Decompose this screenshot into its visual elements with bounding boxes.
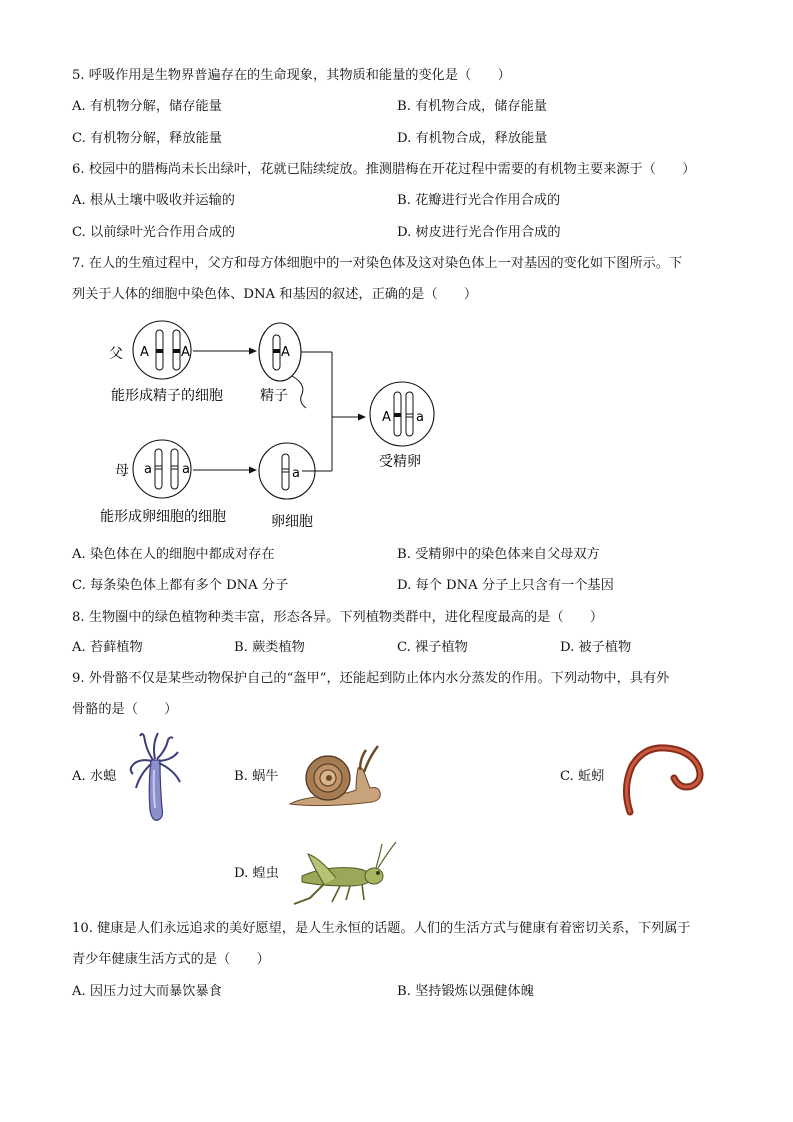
zygote-label: 受精卵 [379, 454, 421, 470]
father-gene-left: A [140, 345, 149, 360]
q8-option-a: A. 苔藓植物 [72, 640, 143, 655]
q6-option-a: A. 根从土壤中吸收并运输的 [72, 193, 235, 208]
q7-option-c: C. 每条染色体上都有多个 DNA 分子 [72, 578, 289, 593]
q7-stem-line2: 列关于人体的细胞中染色体、DNA 和基因的叙述，正确的是（ ） [72, 287, 478, 302]
q8-option-d: D. 被子植物 [560, 640, 632, 655]
earthworm-image [618, 740, 708, 816]
q8-option-c: C. 裸子植物 [397, 640, 468, 655]
q6-stem: 6. 校园中的腊梅尚未长出绿叶，花就已陆续绽放。推测腊梅在开花过程中需要的有机物主要来源于（ ） [72, 162, 696, 177]
zygote-gene-right: a [416, 410, 424, 425]
q6-option-b: B. 花瓣进行光合作用合成的 [397, 193, 561, 208]
q8-stem: 8. 生物圈中的绿色植物种类丰富，形态各异。下列植物类群中，进化程度最高的是（ ） [72, 610, 604, 625]
q5-option-c: C. 有机物分解，释放能量 [72, 131, 222, 146]
q5-option-d: D. 有机物合成，释放能量 [397, 131, 548, 146]
q10-option-a: A. 因压力过大而暴饮暴食 [72, 984, 222, 999]
q10-option-b: B. 坚持锻炼以强健体魄 [397, 984, 534, 999]
egg-gene: a [292, 466, 300, 481]
sperm-tail [292, 376, 306, 408]
egg-label: 卵细胞 [271, 514, 313, 530]
hydra-image [126, 730, 186, 826]
chromosome-diagram [100, 318, 460, 534]
q9-option-a: A. 水螅 [72, 769, 117, 784]
sperm-gene: A [281, 345, 290, 360]
q9-stem-line2: 骨骼的是（ ） [72, 702, 178, 717]
q9-stem-line1: 9. 外骨骼不仅是某些动物保护自己的“盔甲”，还能起到防止体内水分蒸发的作用。下列动物中，具有外 [72, 671, 670, 686]
arrow-head-2 [249, 467, 257, 474]
q9-option-d: D. 蝗虫 [234, 866, 279, 881]
q5-stem: 5. 呼吸作用是生物界普遍存在的生命现象，其物质和能量的变化是（ ） [72, 68, 511, 83]
q6-option-c: C. 以前绿叶光合作用合成的 [72, 225, 236, 240]
q7-option-b: B. 受精卵中的染色体来自父母双方 [397, 547, 600, 562]
q6-option-d: D. 树皮进行光合作用合成的 [397, 225, 561, 240]
q8-option-b: B. 蕨类植物 [234, 640, 305, 655]
father-label: 父 [109, 346, 123, 362]
mother-cell-label: 能形成卵细胞的细胞 [100, 509, 226, 525]
zygote-cell [370, 382, 434, 446]
zygote-gene-left: A [382, 410, 391, 425]
mother-cell [133, 440, 191, 498]
q10-stem-line2: 青少年健康生活方式的是（ ） [72, 952, 270, 967]
arrow-head-1 [249, 348, 257, 355]
sperm-label: 精子 [260, 388, 288, 404]
q10-stem-line1: 10. 健康是人们永远追求的美好愿望，是人生永恒的话题。人们的生活方式与健康有着密切关系，下列属于 [72, 921, 691, 936]
q7-option-d: D. 每个 DNA 分子上只含有一个基因 [397, 578, 614, 593]
q9-option-c: C. 蚯蚓 [560, 769, 605, 784]
grasshopper-image [284, 838, 400, 908]
father-gene-right: A [181, 345, 190, 360]
q7-option-a: A. 染色体在人的细胞中都成对存在 [72, 547, 275, 562]
q5-option-b: B. 有机物合成，储存能量 [397, 99, 547, 114]
mother-gene-right: a [182, 462, 190, 477]
mother-gene-left: a [144, 462, 152, 477]
mother-label: 母 [115, 463, 129, 479]
q9-option-b: B. 蜗牛 [234, 769, 279, 784]
arrow-head-3 [358, 414, 366, 421]
snail-image [286, 742, 386, 814]
father-cell-label: 能形成精子的细胞 [111, 388, 223, 404]
q7-stem-line1: 7. 在人的生殖过程中，父方和母方体细胞中的一对染色体及这对染色体上一对基因的变化如下图所示。下 [72, 256, 683, 271]
father-cell [133, 321, 191, 379]
q5-option-a: A. 有机物分解，储存能量 [72, 99, 222, 114]
